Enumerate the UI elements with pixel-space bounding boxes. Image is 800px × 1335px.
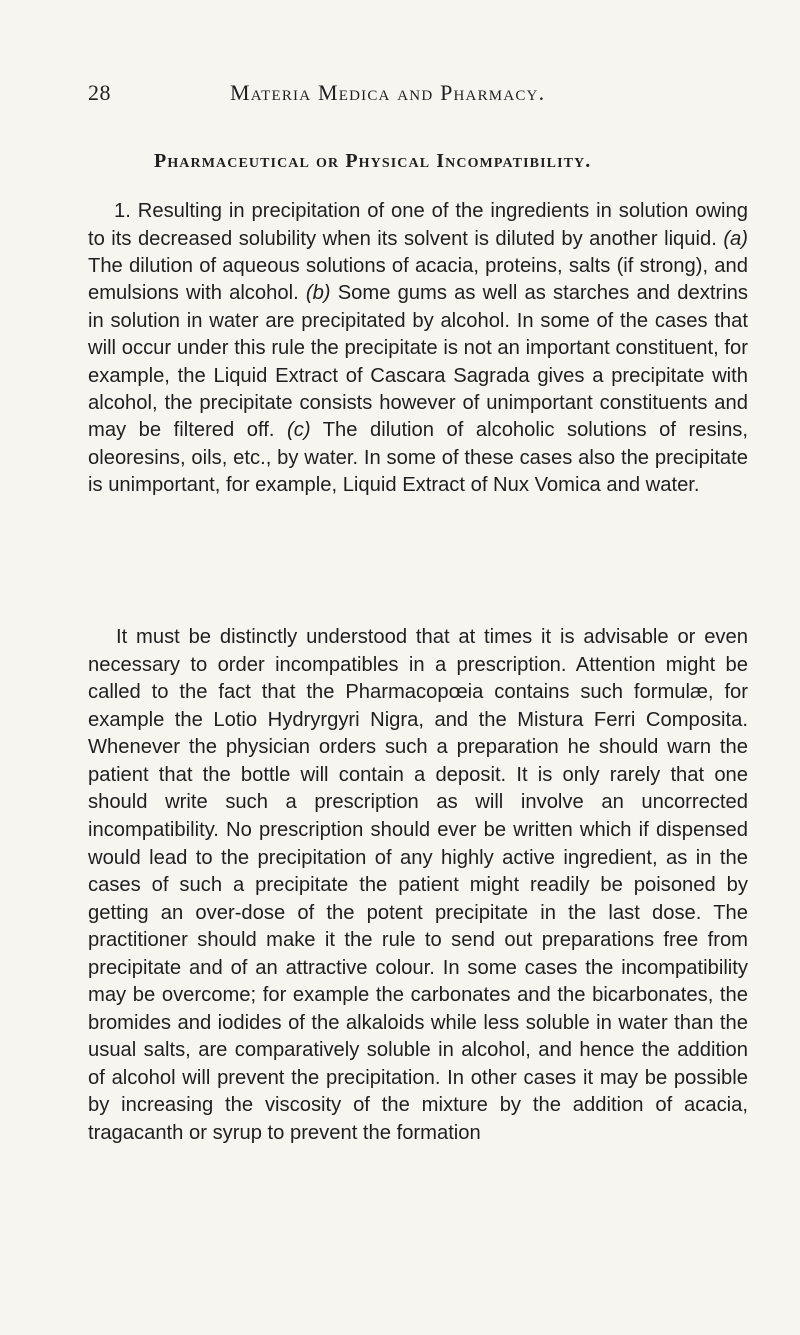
incompatibility-advice-paragraph: It must be distinctly understood that at times it is advisable or even necessary to order incompatibles in a prescription. Attention might be called to the fact that the Pharmacopœia contains such formulæ, for example the Lotio Hydryrgyri Nigra, and the Mistura Ferri Composita. Whenever the physician orders such a preparation he should warn the patient that the bottle will contain a deposit. It is only rarely that one should write such a prescription as will involve an uncorrected incompatibility. No prescription should ever be written which if dispensed would lead to the precipitation of any highly active ingredient, as in the cases of such a precipitate the patient might readily be poisoned by getting an over-dose of the potent precipitate in the last dose. The practitioner should make it the rule to send out preparations free from precipitate and of an attractive colour. In some cases the incompatibility may be overcome; for example the carbonates and the bicarbonates, the bromides and iodides of the alkaloids while less soluble in water than the usual salts, are comparatively soluble in alcohol, and hence the addition of alcohol will prevent the precipitation. In other cases it may be possible by increasing the viscosity of the mixture by the addition of acacia, tragacanth or syrup to prevent the formation — [88, 626, 748, 1145]
page-number: 28 — [88, 80, 111, 105]
subpoint-marker-a: (a) — [723, 227, 748, 250]
running-header — [88, 80, 746, 114]
paragraph-text-segment: The dilution of aqueous solutions of acacia, proteins, salts (if strong), and emulsions with alcohol. — [88, 255, 748, 305]
running-title: Materia Medica and Pharmacy. — [230, 80, 546, 105]
paragraph-text-segment: Some gums as well as starches and dextrins in solution in water are precipitated by alcohol. In some of the cases that will occur under this rule the precipitate is not an important constituent, for example, the Liquid Extract of Cascara Sagrada gives a precipitate with alcohol, the precipitate consists however of unimportant constituents and may be filtered off. — [88, 282, 748, 442]
incompatibility-rule-paragraph — [88, 198, 748, 499]
subpoint-marker-b: (b) — [305, 282, 331, 305]
section-heading: Pharmaceutical or Physical Incompatibility. — [154, 150, 592, 173]
paragraph-text-segment: 1. Resulting in precipitation of one of the ingredients in solution owing to its decreased solubility when its solvent is diluted by another liquid. — [88, 200, 748, 250]
subpoint-marker-c: (c) — [287, 419, 311, 442]
paragraph-text-segment: The dilution of alcoholic solutions of resins, oleoresins, oils, etc., by water. In some of these cases also the precipitate is unimportant, for example, Liquid Extract of Nux Vomica and water. — [88, 419, 749, 497]
